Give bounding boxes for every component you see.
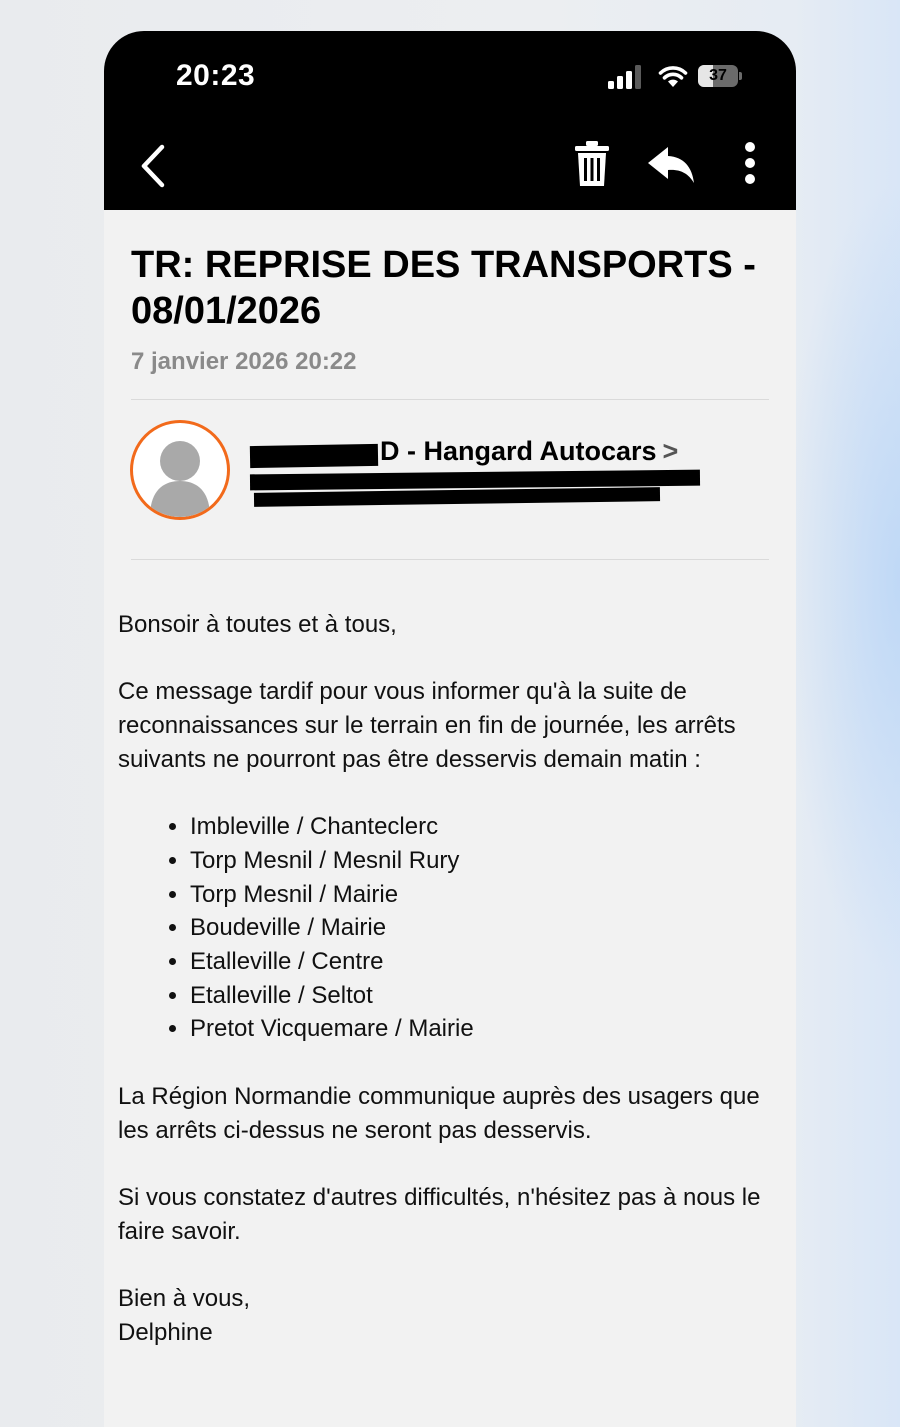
redaction-bar <box>254 487 660 507</box>
delete-button[interactable] <box>570 139 614 189</box>
email-subject: TR: REPRISE DES TRANSPORTS - 08/01/2026 <box>131 244 756 332</box>
battery-body <box>698 65 738 87</box>
battery-level: 37 <box>709 67 727 84</box>
signature: Delphine <box>118 1318 213 1346</box>
status-icons <box>602 63 752 91</box>
more-vertical-icon <box>732 139 768 189</box>
sender-name-label: D - Hangard Autocars <box>380 436 657 466</box>
sender-avatar[interactable] <box>130 420 230 520</box>
battery-icon <box>698 65 742 87</box>
trash-icon <box>570 139 614 189</box>
intro-paragraph: Ce message tardif pour vous informer qu'à la suite de reconnaissances sur le terrain en fin de journée, les arrêts suivants ne pourront pas être desservis demain matin : <box>118 678 736 773</box>
battery-tip <box>739 72 742 80</box>
list-item: • Imbleville / Chanteclerc <box>190 810 778 844</box>
list-item: • Boudeville / Mairie <box>190 911 778 945</box>
stops-list <box>118 810 778 1046</box>
background-glow <box>780 180 900 980</box>
email-date: 7 janvier 2026 20:22 <box>131 348 357 375</box>
greeting: Bonsoir à toutes et à tous, <box>118 611 397 638</box>
status-time: 20:23 <box>176 59 256 92</box>
contact-paragraph: Si vous constatez d'autres difficultés, n'hésitez pas à nous le faire savoir. <box>118 1183 761 1245</box>
email-body <box>118 608 778 1349</box>
signal-icon <box>608 65 644 89</box>
divider <box>131 399 769 400</box>
divider <box>131 559 769 560</box>
top-bar <box>104 31 796 210</box>
list-item: • Torp Mesnil / Mesnil Rury <box>190 844 778 878</box>
redaction-bar <box>250 444 378 468</box>
region-paragraph: La Région Normandie communique auprès des usagers que les arrêts ci-dessus ne seront pas desservis. <box>118 1082 760 1144</box>
phone-screen <box>104 31 796 1427</box>
chevron-left-icon <box>134 141 174 191</box>
chevron-right-icon: > <box>662 436 679 466</box>
wifi-icon <box>658 63 688 89</box>
more-options-button[interactable] <box>732 139 768 189</box>
back-button[interactable] <box>134 141 174 191</box>
list-item: • Pretot Vicquemare / Mairie <box>190 1012 778 1046</box>
list-item: • Etalleville / Centre <box>190 945 778 979</box>
reply-icon <box>646 143 698 187</box>
list-item: • Etalleville / Seltot <box>190 979 778 1013</box>
reply-button[interactable] <box>646 143 698 187</box>
closing: Bien à vous, <box>118 1284 251 1312</box>
list-item: • Torp Mesnil / Mairie <box>190 878 778 912</box>
person-icon <box>133 423 227 517</box>
